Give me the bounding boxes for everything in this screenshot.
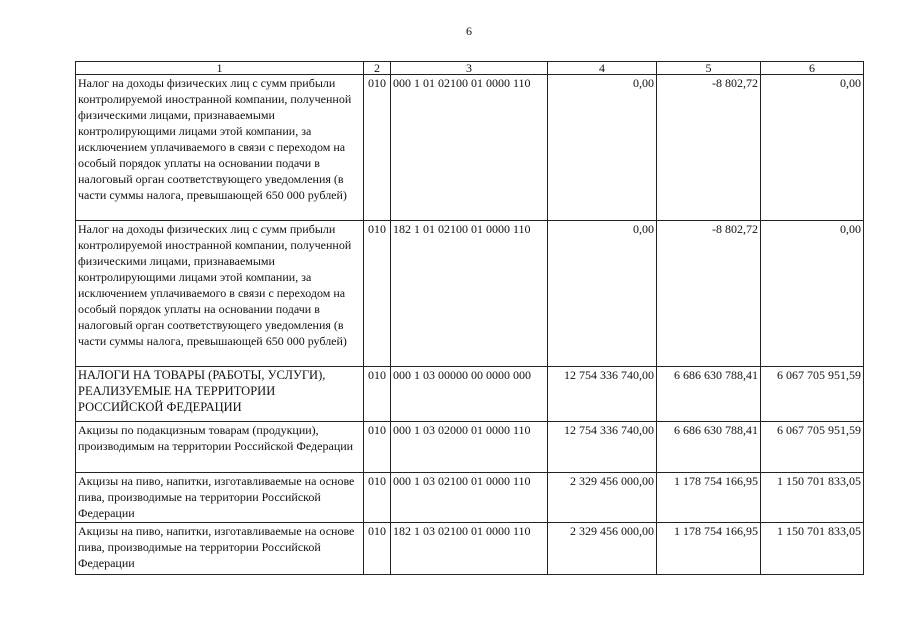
- table-row: [76, 221, 864, 367]
- row-approved: 2 329 456 000,00: [548, 523, 657, 575]
- row-remaining: 1 150 701 833,05: [761, 473, 864, 523]
- row-remaining: 1 150 701 833,05: [761, 523, 864, 575]
- row-approved: 0,00: [548, 75, 657, 221]
- row-budget-code: 182 1 03 02100 01 0000 110: [391, 523, 548, 575]
- row-remaining: 0,00: [761, 75, 864, 221]
- row-budget-code: 182 1 01 02100 01 0000 110: [391, 221, 548, 367]
- row-remaining: 6 067 705 951,59: [761, 422, 864, 473]
- row-executed: -8 802,72: [657, 75, 761, 221]
- page-number: 6: [466, 24, 472, 38]
- row-line-code: 010: [364, 75, 391, 221]
- row-budget-code: 000 1 03 02100 01 0000 110: [391, 473, 548, 523]
- row-approved: 2 329 456 000,00: [548, 473, 657, 523]
- row-budget-code: 000 1 01 02100 01 0000 110: [391, 75, 548, 221]
- row-approved: 0,00: [548, 221, 657, 367]
- table-row: [76, 367, 864, 422]
- row-line-code: 010: [364, 367, 391, 422]
- header-row: [76, 62, 864, 75]
- row-line-code: 010: [364, 473, 391, 523]
- row-name: Акцизы на пиво, напитки, изготавливаемые на основе пива, производимые на территории Российской Федерации: [76, 523, 364, 575]
- header-col-4: 4: [548, 62, 657, 75]
- row-remaining: 6 067 705 951,59: [761, 367, 864, 422]
- row-budget-code: 000 1 03 02000 01 0000 110: [391, 422, 548, 473]
- header-col-5: 5: [657, 62, 761, 75]
- row-executed: 6 686 630 788,41: [657, 422, 761, 473]
- header-col-3: 3: [391, 62, 548, 75]
- row-name: НАЛОГИ НА ТОВАРЫ (РАБОТЫ, УСЛУГИ), РЕАЛИЗУЕМЫЕ НА ТЕРРИТОРИИ РОССИЙСКОЙ ФЕДЕРАЦИИ: [76, 367, 364, 422]
- row-line-code: 010: [364, 221, 391, 367]
- row-name: Акцизы на пиво, напитки, изготавливаемые на основе пива, производимые на территории Российской Федерации: [76, 473, 364, 523]
- table-row: [76, 75, 864, 221]
- row-line-code: 010: [364, 422, 391, 473]
- row-executed: 1 178 754 166,95: [657, 523, 761, 575]
- row-name: Налог на доходы физических лиц с сумм прибыли контролируемой иностранной компании, полученной физическими лицами, признаваемыми контролирующими лицами этой компании, за исключением уплачиваемого в связи с переходом на особый порядок уплаты на основании подачи в налоговый орган соответствующего уведомления (в части суммы налога, превышающей 650 000 рублей): [76, 75, 364, 221]
- row-name: Налог на доходы физических лиц с сумм прибыли контролируемой иностранной компании, полученной физическими лицами, признаваемыми контролирующими лицами этой компании, за исключением уплачиваемого в связи с переходом на особый порядок уплаты на основании подачи в налоговый орган соответствующего уведомления (в части суммы налога, превышающей 650 000 рублей): [76, 221, 364, 367]
- row-executed: 1 178 754 166,95: [657, 473, 761, 523]
- table-row: [76, 523, 864, 575]
- row-approved: 12 754 336 740,00: [548, 422, 657, 473]
- table-row: [76, 422, 864, 473]
- row-approved: 12 754 336 740,00: [548, 367, 657, 422]
- row-executed: -8 802,72: [657, 221, 761, 367]
- row-name: Акцизы по подакцизным товарам (продукции), производимым на территории Российской Федерации: [76, 422, 364, 473]
- row-line-code: 010: [364, 523, 391, 575]
- header-col-2: 2: [364, 62, 391, 75]
- header-col-6: 6: [761, 62, 864, 75]
- row-budget-code: 000 1 03 00000 00 0000 000: [391, 367, 548, 422]
- header-col-1: 1: [76, 62, 364, 75]
- table-row: [76, 473, 864, 523]
- row-executed: 6 686 630 788,41: [657, 367, 761, 422]
- budget-report-table: [75, 61, 864, 575]
- row-remaining: 0,00: [761, 221, 864, 367]
